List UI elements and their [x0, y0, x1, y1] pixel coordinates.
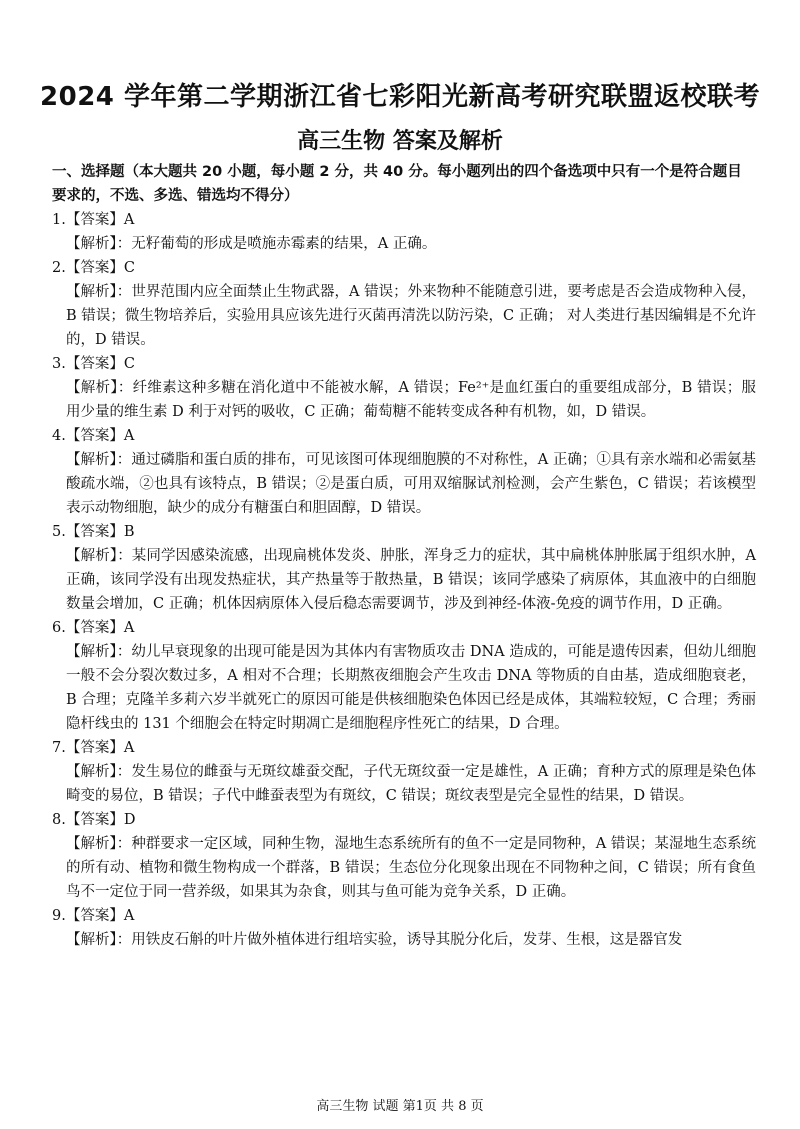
answer-line: 7.【答案】A — [52, 740, 135, 756]
explanation-text: 【解析】：种群要求一定区域，同种生物，湿地生态系统所有的鱼不一定是同物种，A 错误；某湿地生态系统的所有动、植物和微生物构成一个群落，B 错误；生态位分化现象出现在不同物种之间，C 错误；所有食鱼鸟不一定位于同一营养级，如果其为杂食，则其与鱼可能为竞争关系，D 正确。 — [66, 836, 756, 900]
question-item — [52, 904, 756, 952]
answer-line: 2.【答案】C — [52, 260, 135, 276]
question-item — [52, 256, 756, 352]
section-heading: 一、选择题（本大题共 20 小题，每小题 2 分，共 40 分。每小题列出的四个备选项中只有一个是符合题目要求的，不选、多选、错选均不得分） — [52, 164, 742, 204]
explanation-text: 【解析】：世界范围内应全面禁止生物武器，A 错误；外来物种不能随意引进，要考虑是否会造成物种入侵，B 错误；微生物培养后，实验用具应该先进行灭菌再清洗以防污染，C 正确； 对人类进行基因编辑是不允许的，D 错误。 — [66, 284, 756, 348]
answer-line: 5.【答案】B — [52, 524, 135, 540]
page-subtitle: 高三生物 答案及解析 — [297, 129, 503, 154]
page-title: 2024 学年第二学期浙江省七彩阳光新高考研究联盟返校联考 — [40, 82, 760, 112]
answer-line: 3.【答案】C — [52, 356, 135, 372]
question-item — [52, 736, 756, 808]
question-item — [52, 352, 756, 424]
page-footer: 高三生物 试题 第1页 共 8 页 — [316, 1099, 484, 1114]
answer-line: 9.【答案】A — [52, 908, 135, 924]
explanation-text: 【解析】：纤维素这种多糖在消化道中不能被水解，A 错误；Fe²⁺是血红蛋白的重要组成部分，B 错误；服用少量的维生素 D 利于对钙的吸收，C 正确；葡萄糖不能转变成各种有机物，如，D 错误。 — [66, 380, 756, 420]
question-item — [52, 520, 756, 616]
explanation-text: 【解析】：幼儿早衰现象的出现可能是因为其体内有害物质攻击 DNA 造成的，可能是遗传因素，但幼儿细胞一般不会分裂次数过多，A 相对不合理；长期熬夜细胞会产生攻击 DNA 等物质的自由基，造成细胞衰老，B 合理；克隆羊多莉六岁半就死亡的原因可能是供核细胞染色体因已经是成体，其端粒较短，C 合理；秀丽隐杆线虫的 131 个细胞会在特定时期凋亡是细胞程序性死亡的结果，D 合理。 — [66, 644, 756, 732]
answer-line: 6.【答案】A — [52, 620, 135, 636]
explanation-text: 【解析】：用铁皮石斛的叶片做外植体进行组培实验，诱导其脱分化后，发芽、生根，这是器官发 — [66, 932, 683, 948]
explanation-text: 【解析】：发生易位的雌蚕与无斑纹雄蚕交配，子代无斑纹蚕一定是雄性，A 正确；育种方式的原理是染色体畸变的易位，B 错误；子代中雌蚕表型为有斑纹，C 错误；斑纹表型是完全显性的结果，D 错误。 — [66, 764, 756, 804]
answer-line: 8.【答案】D — [52, 812, 136, 828]
explanation-text: 【解析】：某同学因感染流感，出现扁桃体发炎、肿胀，浑身乏力的症状，其中扁桃体肿胀属于组织水肿，A 正确，该同学没有出现发热症状，其产热量等于散热量，B 错误；该同学感染了病原体，其血液中的白细胞数量会增加，C 正确；机体因病原体入侵后稳态需要调节，涉及到神经-体液-免疫的调节作用，D 正确。 — [66, 548, 756, 612]
explanation-text: 【解析】：无籽葡萄的形成是喷施赤霉素的结果，A 正确。 — [66, 236, 437, 252]
question-item — [52, 208, 756, 256]
question-item — [52, 424, 756, 520]
explanation-text: 【解析】：通过磷脂和蛋白质的排布，可见该图可体现细胞膜的不对称性，A 正确；①具有亲水端和必需氨基酸疏水端，②也具有该特点，B 错误；②是蛋白质，可用双缩脲试剂检测，会产生紫色，C 错误；若该模型表示动物细胞，缺少的成分有糖蛋白和胆固醇，D 错误。 — [66, 452, 756, 516]
question-item — [52, 808, 756, 904]
answer-content — [52, 160, 756, 952]
answer-line: 4.【答案】A — [52, 428, 135, 444]
question-item — [52, 616, 756, 736]
answer-line: 1.【答案】A — [52, 212, 135, 228]
